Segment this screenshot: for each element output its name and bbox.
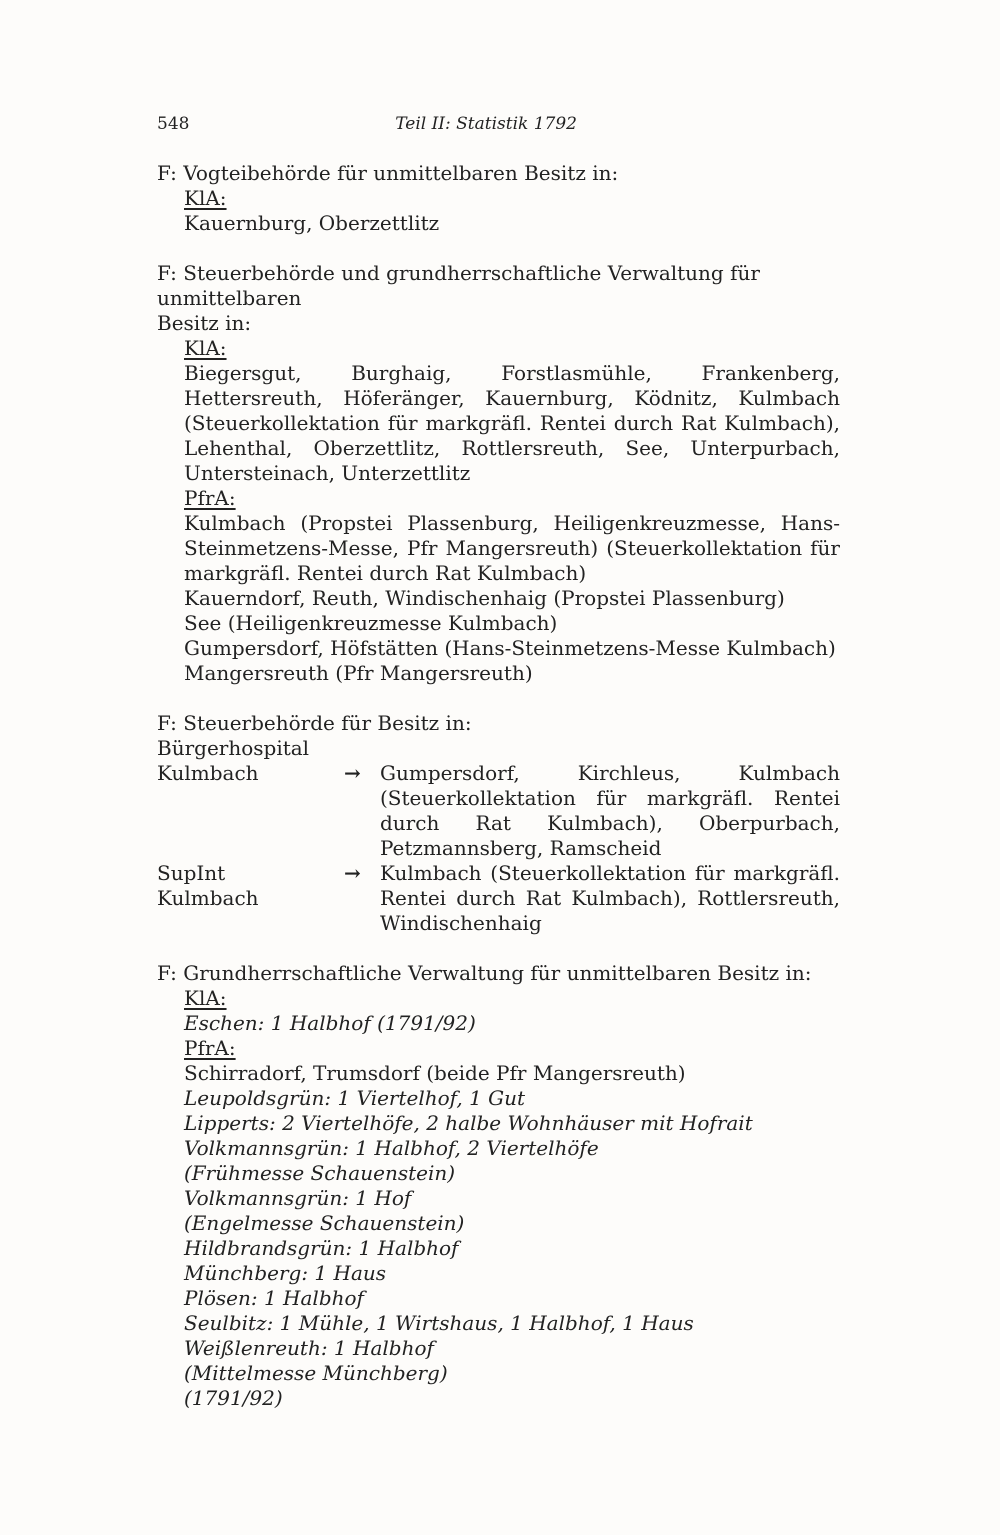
- authority-name-line: Bürgerhospital: [157, 736, 310, 760]
- pfra-entry: Kauerndorf, Reuth, Windischenhaig (Propstei Plassenburg): [184, 586, 785, 610]
- kla-label: KlA:: [184, 186, 227, 210]
- authority-table: [157, 736, 840, 936]
- authority-places: Kulmbach (Steuerkollektation für markgräfl. Rentei durch Rat Kulmbach), Rottlersreuth, Windischenhaig: [380, 861, 840, 935]
- pfra-entry: (1791/92): [184, 1386, 283, 1410]
- kla-text: Eschen: 1 Halbhof (1791/92): [184, 1011, 476, 1035]
- kla-block: [157, 186, 840, 236]
- pfra-entry: Weißlenreuth: 1 Halbhof: [184, 1336, 434, 1360]
- pfra-entry: Schirradorf, Trumsdorf (beide Pfr Mangersreuth): [184, 1061, 686, 1085]
- arrow-icon: →: [344, 861, 361, 885]
- kla-text: Kauernburg, Oberzettlitz: [184, 211, 440, 235]
- section-steuerbehoerde-grundherrschaft: [157, 261, 840, 686]
- kla-block: [157, 336, 840, 686]
- arrow-icon: →: [344, 761, 361, 785]
- authority-name: [157, 736, 332, 861]
- pfra-entry: Volkmannsgrün: 1 Hof: [184, 1186, 412, 1210]
- running-title: Teil II: Statistik 1792: [395, 114, 577, 134]
- pfra-entry: Lipperts: 2 Viertelhöfe, 2 halbe Wohnhäuser mit Hofrait: [184, 1111, 753, 1135]
- pfra-entry: (Mittelmesse Münchberg): [184, 1361, 448, 1385]
- pfra-entry: Seulbitz: 1 Mühle, 1 Wirtshaus, 1 Halbhof, 1 Haus: [184, 1311, 694, 1335]
- pfra-label: PfrA:: [184, 486, 236, 510]
- authority-name-line: SupInt Kulmbach: [157, 861, 259, 910]
- kla-label: KlA:: [184, 336, 227, 360]
- authority-name-line: Kulmbach: [157, 761, 259, 785]
- pfra-entry: Kulmbach (Propstei Plassenburg, Heiligenkreuzmesse, Hans-Steinmetzens-Messe, Pfr Mangersreuth) (Steuerkollektation für markgräfl. Rentei durch Rat Kulmbach): [184, 511, 840, 585]
- section-heading: F: Grundherrschaftliche Verwaltung für unmittelbaren Besitz in:: [157, 961, 812, 985]
- section-heading-line: F: Steuerbehörde und grundherrschaftliche Verwaltung für unmittelbaren: [157, 261, 760, 310]
- pfra-entry: (Engelmesse Schauenstein): [184, 1211, 465, 1235]
- pfra-entry: (Frühmesse Schauenstein): [184, 1161, 456, 1185]
- kla-text: Biegersgut, Burghaig, Forstlasmühle, Frankenberg, Hettersreuth, Höferänger, Kauernburg, Ködnitz, Kulmbach (Steuerkollektation für markgräfl. Rentei durch Rat Kulmbach), Lehenthal, Oberzettlitz, Rottlersreuth, See, Unterpurbach, Untersteinach, Unterzettlitz: [184, 361, 840, 485]
- section-grundherrschaft: [157, 961, 840, 1411]
- document-page: [157, 112, 840, 1436]
- pfra-entry: See (Heiligenkreuzmesse Kulmbach): [184, 611, 558, 635]
- pfra-entry: Volkmannsgrün: 1 Halbhof, 2 Viertelhöfe: [184, 1136, 599, 1160]
- kla-block: [157, 986, 840, 1411]
- page-number: 548: [157, 114, 190, 134]
- pfra-entry: Plösen: 1 Halbhof: [184, 1286, 364, 1310]
- authority-name: [157, 861, 332, 936]
- section-heading: F: Steuerbehörde für Besitz in:: [157, 711, 472, 735]
- pfra-entry: Gumpersdorf, Höfstätten (Hans-Steinmetzens-Messe Kulmbach): [184, 636, 836, 660]
- pfra-entry: Leupoldsgrün: 1 Viertelhof, 1 Gut: [184, 1086, 526, 1110]
- section-vogteibehoerde: [157, 161, 840, 236]
- page-header: [157, 112, 577, 137]
- section-steuerbehoerde-besitz: [157, 711, 840, 936]
- section-heading: F: Vogteibehörde für unmittelbaren Besitz in:: [157, 161, 619, 185]
- pfra-entry: Münchberg: 1 Haus: [184, 1261, 387, 1285]
- pfra-entry: Hildbrandsgrün: 1 Halbhof: [184, 1236, 459, 1260]
- pfra-label: PfrA:: [184, 1036, 236, 1060]
- section-heading-line: Besitz in:: [157, 311, 252, 335]
- authority-places: Gumpersdorf, Kirchleus, Kulmbach (Steuerkollektation für markgräfl. Rentei durch Rat Kulmbach), Oberpurbach, Petzmannsberg, Ramscheid: [380, 761, 840, 860]
- kla-label: KlA:: [184, 986, 227, 1010]
- pfra-entry: Mangersreuth (Pfr Mangersreuth): [184, 661, 533, 685]
